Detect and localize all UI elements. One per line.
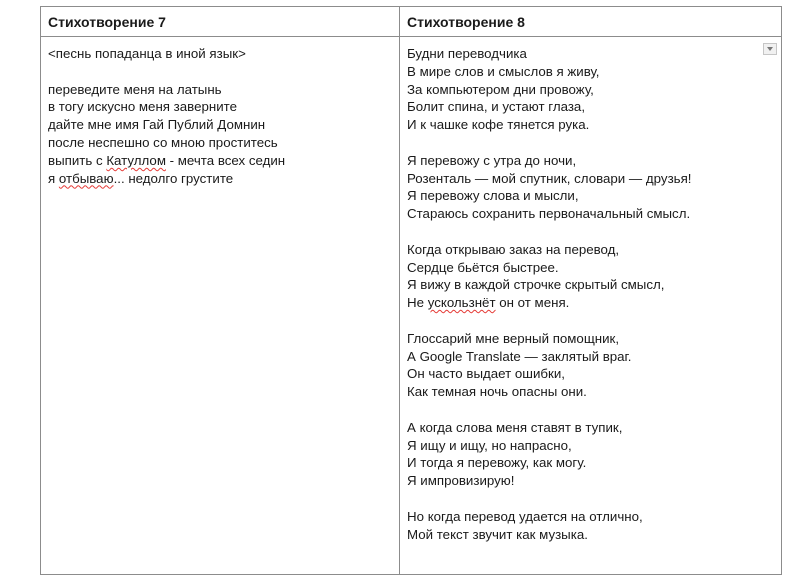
poem-8-line (407, 45, 692, 63)
line-text: после неспешно со мною проститесь (48, 134, 278, 150)
poem-8-line (407, 383, 692, 401)
line-text: Будни переводчика (407, 46, 527, 61)
header-row-divider (41, 36, 781, 37)
line-text: Я импровизирую! (407, 473, 515, 489)
poem-8-line (407, 330, 692, 348)
stanza-break (407, 312, 692, 330)
line-text: За компьютером дни провожу, (407, 81, 594, 97)
stanza-break (48, 63, 285, 81)
line-text: Я перевожу с утра до ночи, (407, 152, 577, 168)
line-text: выпить с (48, 152, 107, 168)
poem-8-line (407, 294, 692, 312)
poem-8-line (407, 419, 692, 437)
misspelled-word: Катуллом (106, 152, 166, 168)
poem-8-line (407, 116, 692, 134)
line-text: Я перевожу слова и мысли, (407, 188, 579, 204)
poem-8-line (407, 170, 692, 188)
line-text: Болит спина, и устают глаза, (407, 99, 586, 115)
line-text: Глоссарий мне верный помощник, (407, 330, 620, 346)
line-text: <песнь попаданца в иной язык> (48, 46, 246, 61)
stanza-break (407, 134, 692, 152)
poem-8-line (407, 241, 692, 259)
line-text: - мечта всех седин (165, 152, 286, 168)
line-text: дайте мне имя Гай Публий Домнин (48, 117, 266, 133)
poem-8-line (407, 187, 692, 205)
cell-dropdown-icon[interactable] (763, 43, 777, 55)
stanza-break (407, 401, 692, 419)
line-text: Не (407, 295, 428, 311)
line-text: В мире слов и смыслов я живу, (407, 63, 600, 79)
line-text: Я вижу в каждой строчке скрытый смысл, (407, 277, 665, 293)
poem-8-cell[interactable] (407, 45, 692, 543)
line-text: Он часто выдает ошибки, (407, 366, 565, 382)
poem-8-line (407, 472, 692, 490)
line-text: Розенталь — мой спутник, словари — друзья! (407, 170, 692, 186)
poem-8-line (407, 365, 692, 383)
line-text: в тогу искусно меня заверните (48, 99, 237, 115)
line-text: Как темная ночь опасны они. (407, 384, 587, 400)
poem-8-line (407, 526, 692, 544)
poem-8-line (407, 98, 692, 116)
column-divider (399, 7, 400, 574)
line-text: он от меня. (495, 295, 570, 311)
poem-7-line (48, 81, 285, 99)
line-text: Но когда перевод удается на отлично, (407, 508, 643, 524)
poem-8-line (407, 276, 692, 294)
header-poem-7: Стихотворение 7 (48, 14, 166, 30)
poem-8-line (407, 348, 692, 366)
poem-7-line (48, 134, 285, 152)
line-text: Сердце бьётся быстрее. (407, 259, 559, 275)
poem-7-line (48, 116, 285, 134)
line-text: Мой текст звучит как музыка. (407, 526, 588, 542)
poem-7-line (48, 98, 285, 116)
line-text: ... недолго грустите (113, 170, 234, 186)
poem-7-line (48, 45, 285, 63)
line-text: Я ищу и ищу, но напрасно, (407, 437, 572, 453)
header-poem-8: Стихотворение 8 (407, 14, 525, 30)
line-text: И тогда я перевожу, как могу. (407, 455, 587, 471)
poem-7-line (48, 170, 285, 188)
line-text: Когда открываю заказ на перевод, (407, 241, 620, 257)
stanza-break (407, 490, 692, 508)
poem-8-line (407, 205, 692, 223)
line-text: А Google Translate — заклятый враг. (407, 348, 632, 364)
line-text: И к чашке кофе тянется рука. (407, 117, 590, 133)
misspelled-word: ускользнёт (427, 295, 496, 311)
line-text: я (48, 170, 59, 186)
poem-8-line (407, 63, 692, 81)
line-text: Стараюсь сохранить первоначальный смысл. (407, 206, 691, 222)
poem-8-line (407, 81, 692, 99)
poem-7-cell[interactable] (48, 45, 285, 187)
line-text: А когда слова меня ставят в тупик, (407, 419, 623, 435)
misspelled-word: отбываю (58, 170, 114, 186)
poem-table (40, 6, 782, 575)
poem-8-line (407, 508, 692, 526)
poem-8-line (407, 259, 692, 277)
poem-8-line (407, 454, 692, 472)
poem-7-line (48, 152, 285, 170)
stanza-break (407, 223, 692, 241)
poem-8-line (407, 437, 692, 455)
poem-8-line (407, 152, 692, 170)
line-text: переведите меня на латынь (48, 81, 222, 97)
